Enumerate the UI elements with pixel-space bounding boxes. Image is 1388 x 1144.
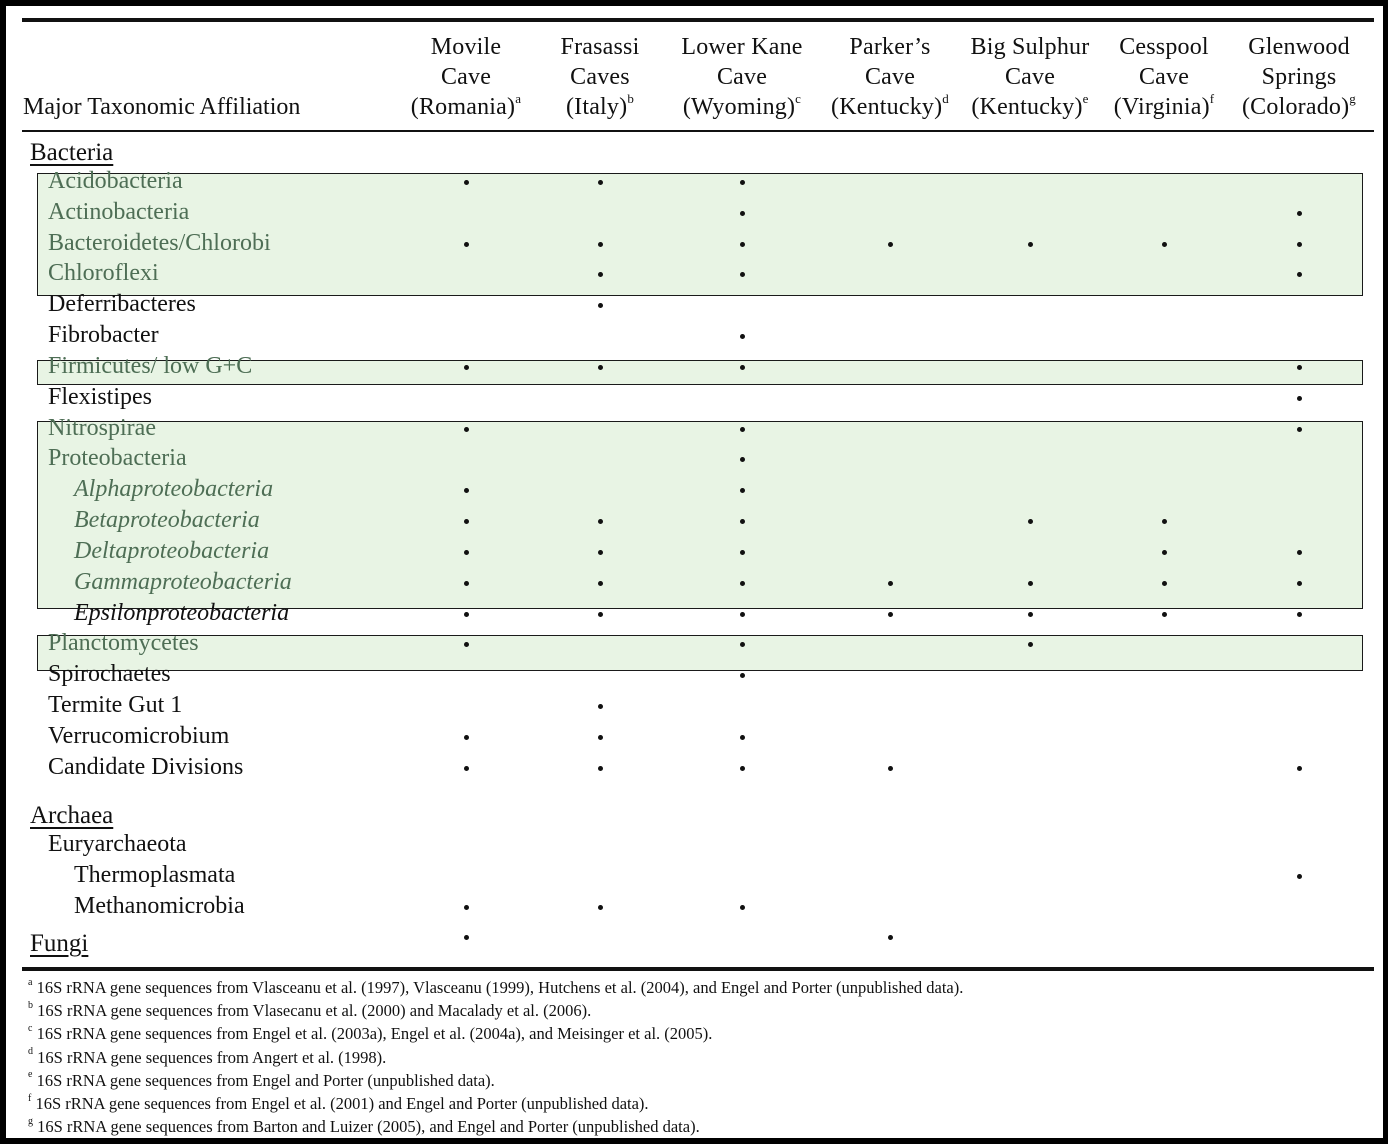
footnote-text: 16S rRNA gene sequences from Barton and Luizer (2005), and Engel and Porter (unpublished data). (33, 1117, 700, 1137)
highlight-box (37, 635, 1363, 671)
presence-dot (1297, 612, 1302, 617)
presence-dot (1297, 427, 1302, 432)
column-header-taxonomy: Major Taxonomic Affiliation (23, 94, 301, 120)
presence-dot (740, 612, 745, 617)
section-heading: Bacteria (30, 139, 114, 166)
presence-dot (1162, 519, 1167, 524)
presence-dot (598, 905, 603, 910)
footnote-marker: f (1209, 91, 1215, 106)
column-header-text: Caves (570, 64, 630, 90)
section-heading: Fungi (30, 930, 89, 957)
presence-dot (464, 935, 469, 940)
column-header (391, 32, 541, 122)
footnote-marker: a (28, 976, 33, 988)
row-label: Deltaproteobacteria (74, 538, 270, 564)
column-header-text: (Italy) (565, 94, 628, 120)
row-label: Proteobacteria (48, 445, 187, 471)
column-header-line (391, 92, 541, 122)
row-label: Alphaproteobacteria (74, 476, 274, 502)
column-header-text: Cave (716, 64, 768, 90)
column-header-line (667, 92, 817, 122)
footnote (28, 1094, 649, 1114)
presence-dot (1297, 766, 1302, 771)
presence-dot (1297, 550, 1302, 555)
column-header (1229, 32, 1369, 122)
presence-dot (1028, 519, 1033, 524)
presence-dot (464, 905, 469, 910)
column-header-line (667, 62, 817, 92)
row-label: Betaproteobacteria (74, 507, 260, 533)
section-heading: Archaea (30, 802, 114, 829)
row-label: Deferribacteres (48, 291, 196, 317)
column-header-line (667, 32, 817, 62)
row-label: Fibrobacter (48, 322, 159, 348)
column-header-line (815, 62, 965, 92)
presence-dot (1297, 396, 1302, 401)
footnote (28, 1001, 591, 1021)
column-header-text: Big Sulphur (970, 34, 1090, 60)
presence-dot (464, 180, 469, 185)
presence-dot (1297, 272, 1302, 277)
presence-dot (740, 242, 745, 247)
presence-dot (740, 519, 745, 524)
presence-dot (888, 766, 893, 771)
row-label: Actinobacteria (48, 199, 190, 225)
column-header-line (391, 32, 541, 62)
presence-dot (740, 427, 745, 432)
column-header-line (955, 32, 1105, 62)
column-header-text: (Wyoming) (682, 94, 796, 120)
column-header (667, 32, 817, 122)
row-label: Euryarchaeota (48, 831, 187, 857)
row-label: Firmicutes/ low G+C (48, 353, 253, 379)
presence-dot (740, 735, 745, 740)
column-header (540, 32, 660, 122)
presence-dot (598, 180, 603, 185)
presence-dot (740, 550, 745, 555)
footnote-marker: b (627, 91, 635, 106)
footnote-marker: c (28, 1022, 33, 1034)
row-label: Methanomicrobia (74, 893, 245, 919)
presence-dot (888, 242, 893, 247)
footnote-marker: a (515, 91, 522, 106)
column-header (955, 32, 1105, 122)
presence-dot (1162, 550, 1167, 555)
column-header-line (955, 92, 1105, 122)
row-label: Candidate Divisions (48, 754, 244, 780)
footnote-text: 16S rRNA gene sequences from Engel et al. (2001) and Engel and Porter (unpublished data). (31, 1094, 649, 1113)
presence-dot (1162, 581, 1167, 586)
footnote-marker: g (28, 1115, 33, 1127)
presence-dot (464, 550, 469, 555)
presence-dot (598, 519, 603, 524)
row-label: Spirochaetes (48, 661, 171, 687)
column-header-text: Glenwood (1248, 34, 1350, 60)
presence-dot (1028, 242, 1033, 247)
column-header-line (540, 92, 660, 122)
footnote (28, 1117, 700, 1137)
row-label: Bacteroidetes/Chlorobi (48, 230, 271, 256)
footnote-marker: b (28, 999, 33, 1011)
presence-dot (888, 935, 893, 940)
column-header-line (1229, 92, 1369, 122)
presence-dot (598, 303, 603, 308)
presence-dot (598, 242, 603, 247)
presence-dot (1028, 612, 1033, 617)
footnote-marker: d (942, 91, 949, 106)
presence-dot (740, 457, 745, 462)
presence-dot (598, 612, 603, 617)
presence-dot (598, 365, 603, 370)
row-label: Acidobacteria (48, 168, 183, 194)
presence-dot (740, 180, 745, 185)
presence-dot (464, 642, 469, 647)
row-label: Epsilonproteobacteria (74, 600, 290, 626)
footnote-marker: d (28, 1046, 33, 1058)
column-header-text: Cesspool (1119, 34, 1209, 60)
presence-dot (740, 581, 745, 586)
presence-dot (464, 519, 469, 524)
footnote (28, 1071, 495, 1091)
column-header-text: (Romania) (410, 94, 516, 120)
presence-dot (464, 581, 469, 586)
footnote-text: 16S rRNA gene sequences from Engel et al. (2003a), Engel et al. (2004a), and Meisinger et al. (2005). (32, 1024, 713, 1044)
column-header-text: (Colorado) (1241, 94, 1350, 120)
column-header (1099, 32, 1229, 122)
footnote-marker: e (1082, 91, 1089, 106)
column-header-line (391, 62, 541, 92)
presence-dot (598, 581, 603, 586)
presence-dot (1028, 642, 1033, 647)
column-header-text: (Kentucky) (971, 94, 1083, 120)
presence-dot (1162, 242, 1167, 247)
presence-dot (598, 272, 603, 277)
presence-dot (598, 735, 603, 740)
column-header-text: Parker’s (849, 34, 931, 60)
column-header-text: (Kentucky) (831, 94, 943, 120)
footnote-marker: g (1349, 91, 1356, 106)
presence-dot (740, 673, 745, 678)
row-label: Gammaproteobacteria (74, 569, 292, 595)
row-label: Verrucomicrobium (48, 723, 230, 749)
presence-dot (464, 365, 469, 370)
column-header-text: (Virginia) (1113, 94, 1210, 120)
presence-dot (464, 488, 469, 493)
presence-dot (1297, 581, 1302, 586)
presence-dot (464, 766, 469, 771)
presence-dot (1297, 242, 1302, 247)
footnote-text: 16S rRNA gene sequences from Vlasceanu et al. (1997), Vlasceanu (1999), Hutchens et al. (2004), and Engel and Porter (unpublished data). (32, 978, 964, 997)
presence-dot (740, 365, 745, 370)
column-header-text: Cave (440, 64, 492, 90)
footnote-text: 16S rRNA gene sequences from Angert et al. (1998). (33, 1047, 387, 1067)
column-header-line (1099, 62, 1229, 92)
column-header-text: Lower Kane (681, 34, 803, 60)
bottom-rule (22, 967, 1374, 971)
column-header-line (540, 62, 660, 92)
column-header-text: Springs (1261, 64, 1337, 90)
column-header-line (1229, 32, 1369, 62)
header-rule (22, 130, 1374, 132)
footnote (28, 1024, 712, 1044)
column-header-text: Cave (1004, 64, 1056, 90)
presence-dot (888, 581, 893, 586)
column-header-line (1099, 32, 1229, 62)
row-label: Thermoplasmata (74, 862, 236, 888)
row-label: Flexistipes (48, 384, 153, 410)
column-header-text: Cave (1138, 64, 1190, 90)
row-label: Planctomycetes (48, 630, 199, 656)
footnote-marker: e (28, 1069, 33, 1081)
presence-dot (598, 550, 603, 555)
row-label: Nitrospirae (48, 415, 156, 441)
presence-dot (1297, 874, 1302, 879)
footnote-marker: c (795, 91, 802, 106)
column-header-line (955, 62, 1105, 92)
column-header-line (540, 32, 660, 62)
column-header-line (1099, 92, 1229, 122)
column-header (815, 32, 965, 122)
column-header-line (1229, 62, 1369, 92)
row-label: Termite Gut 1 (48, 692, 183, 718)
presence-dot (464, 735, 469, 740)
presence-dot (1028, 581, 1033, 586)
column-header-text: Movile (430, 34, 502, 60)
column-header-text: Frasassi (560, 34, 640, 60)
footnote-marker: f (28, 1092, 32, 1104)
presence-dot (464, 612, 469, 617)
presence-dot (1162, 612, 1167, 617)
presence-dot (464, 242, 469, 247)
presence-dot (740, 905, 745, 910)
presence-dot (1297, 365, 1302, 370)
column-header-line (815, 32, 965, 62)
presence-dot (598, 704, 603, 709)
presence-dot (888, 612, 893, 617)
column-header-line (815, 92, 965, 122)
presence-dot (740, 642, 745, 647)
footnote-text: 16S rRNA gene sequences from Vlasecanu et al. (2000) and Macalady et al. (2006). (33, 1001, 592, 1021)
presence-dot (740, 211, 745, 216)
presence-dot (598, 766, 603, 771)
presence-dot (740, 272, 745, 277)
footnote (28, 978, 963, 998)
footnote (28, 1048, 386, 1068)
top-rule (22, 18, 1374, 22)
row-label: Chloroflexi (48, 260, 159, 286)
presence-dot (1297, 211, 1302, 216)
presence-dot (740, 334, 745, 339)
presence-dot (740, 488, 745, 493)
presence-dot (740, 766, 745, 771)
footnote-text: 16S rRNA gene sequences from Engel and Porter (unpublished data). (32, 1070, 495, 1090)
presence-dot (464, 427, 469, 432)
column-header-text: Cave (864, 64, 916, 90)
